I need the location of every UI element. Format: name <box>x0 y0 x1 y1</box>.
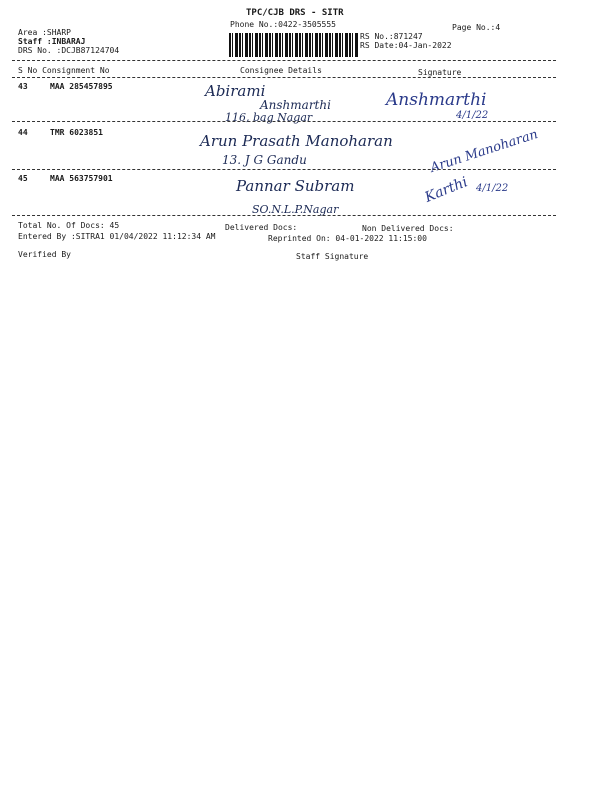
divider <box>12 77 556 78</box>
column-header-signature: Signature <box>418 68 462 77</box>
row-consignment-number: TMR 6023851 <box>50 128 103 137</box>
handwritten-consignee-address: Anshmarthi <box>260 98 331 112</box>
drs-number: DRS No. :DCJB87124704 <box>18 46 120 55</box>
non-delivered-docs: Non Delivered Docs: <box>362 224 454 233</box>
verified-by: Verified By <box>18 250 71 259</box>
handwritten-signature: Karthi <box>422 174 470 206</box>
barcode-image <box>229 33 359 57</box>
total-docs: Total No. Of Docs: 45 <box>18 221 120 230</box>
column-header-consignment: S No Consignment No <box>18 66 110 75</box>
area-label: Area :SHARP <box>18 28 71 37</box>
phone-number: Phone No.:0422-3505555 <box>230 20 336 29</box>
page-number: Page No.:4 <box>452 23 501 32</box>
row-serial-number: 45 <box>18 174 28 183</box>
staff-signature: Staff Signature <box>296 252 369 261</box>
handwritten-signature: Arun Manoharan <box>428 127 540 176</box>
entered-by: Entered By :SITRA1 01/04/2022 11:12:34 AM <box>18 232 216 241</box>
handwritten-date: 4/1/22 <box>476 183 509 194</box>
handwritten-consignee-address: 116, bag Nagar <box>225 111 313 124</box>
divider <box>12 169 556 170</box>
divider <box>12 60 556 61</box>
divider <box>12 215 556 216</box>
handwritten-date: 4/1/22 <box>456 110 489 121</box>
staff-label: Staff :INBARAJ <box>18 37 86 46</box>
reprinted-on: Reprinted On: 04-01-2022 11:15:00 <box>268 234 427 243</box>
delivered-docs: Delivered Docs: <box>225 223 298 232</box>
handwritten-consignee-name: Arun Prasath Manoharan <box>200 132 393 150</box>
row-serial-number: 44 <box>18 128 28 137</box>
divider <box>12 121 556 122</box>
handwritten-consignee-name: Pannar Subram <box>236 177 355 195</box>
row-serial-number: 43 <box>18 82 28 91</box>
sheet-title: TPC/CJB DRS - SITR <box>246 8 344 18</box>
rs-number: RS No.:871247 <box>360 32 423 41</box>
column-header-consignee: Consignee Details <box>240 66 322 75</box>
row-consignment-number: MAA 285457895 <box>50 82 113 91</box>
handwritten-consignee-address: SO.N.L.P.Nagar <box>252 203 339 216</box>
rs-date: RS Date:04-Jan-2022 <box>360 41 452 50</box>
row-consignment-number: MAA 563757901 <box>50 174 113 183</box>
handwritten-signature: Anshmarthi <box>386 90 487 110</box>
handwritten-consignee-address: 13. J G Gandu <box>222 153 307 167</box>
handwritten-consignee-name: Abirami <box>205 82 266 100</box>
